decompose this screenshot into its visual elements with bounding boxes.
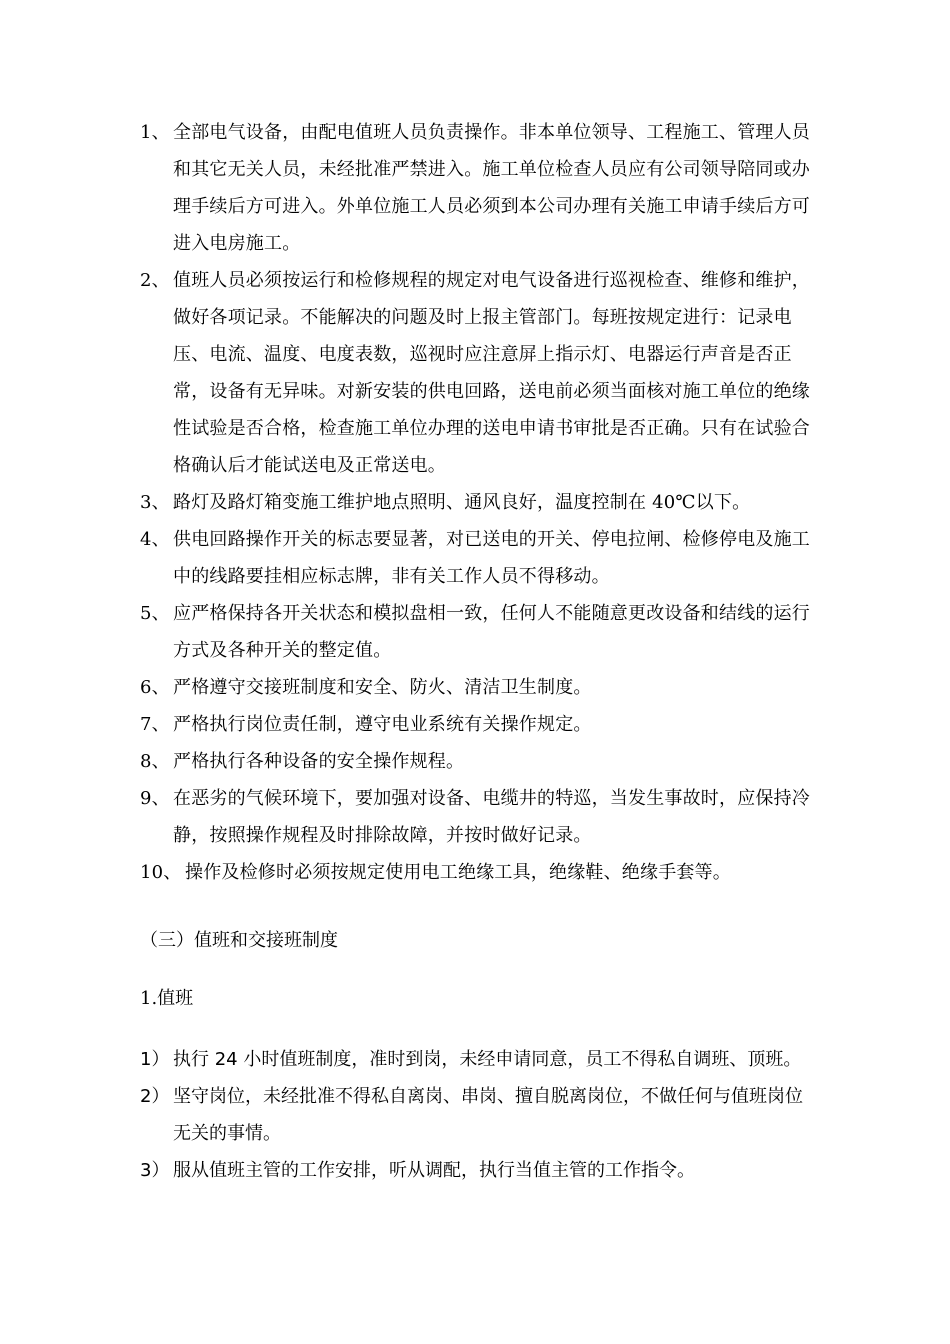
section-heading: （三）值班和交接班制度 xyxy=(140,930,338,951)
item-number: 8、 xyxy=(140,751,170,772)
list-item xyxy=(0,262,950,484)
item-text: 操作及检修时必须按规定使用电工绝缘工具，绝缘鞋、绝缘手套等。 xyxy=(185,862,731,883)
item-text: 全部电气设备，由配电值班人员负责操作。非本单位领导、工程施工、管理人员和其它无关人员，未经批准严禁进入。施工单位检查人员应有公司领导陪同或办理手续后方可进入。外单位施工人员必须到本公司办理有关施工申请手续后方可进入电房施工。 xyxy=(173,122,810,254)
list-item xyxy=(0,780,950,854)
item-text: 严格执行各种设备的安全操作规程。 xyxy=(173,751,465,772)
list-item xyxy=(0,1152,950,1189)
item-number: 3） xyxy=(140,1160,170,1181)
list-item xyxy=(0,743,950,780)
item-number: 4、 xyxy=(140,529,170,550)
duty-rules-list xyxy=(0,1041,950,1189)
item-number: 5、 xyxy=(140,603,170,624)
item-text: 严格执行岗位责任制，遵守电业系统有关操作规定。 xyxy=(173,714,592,735)
item-number: 9、 xyxy=(140,788,170,809)
item-text: 路灯及路灯箱变施工维护地点照明、通风良好，温度控制在 40℃以下。 xyxy=(173,492,751,513)
item-number: 7、 xyxy=(140,714,170,735)
list-item xyxy=(0,706,950,743)
item-text: 应严格保持各开关状态和模拟盘相一致，任何人不能随意更改设备和结线的运行方式及各种开关的整定值。 xyxy=(173,603,810,661)
item-text: 服从值班主管的工作安排，听从调配，执行当值主管的工作指令。 xyxy=(173,1160,695,1181)
item-text: 执行 24 小时值班制度，准时到岗，未经申请同意，员工不得私自调班、顶班。 xyxy=(173,1049,802,1070)
item-text: 值班人员必须按运行和检修规程的规定对电气设备进行巡视检查、维修和维护，做好各项记录。不能解决的问题及时上报主管部门。每班按规定进行：记录电压、电流、温度、电度表数，巡视时应注意屏上指示灯、电器运行声音是否正常，设备有无异味。对新安装的供电回路，送电前必须当面核对施工单位的绝缘性试验是否合格，检查施工单位办理的送电申请书审批是否正确。只有在试验合格确认后才能试送电及正常送电。 xyxy=(173,270,810,476)
rules-list xyxy=(0,114,950,891)
item-number: 2） xyxy=(140,1086,170,1107)
list-item xyxy=(0,669,950,706)
list-item xyxy=(0,1078,950,1152)
item-text: 供电回路操作开关的标志要显著，对已送电的开关、停电拉闸、检修停电及施工中的线路要挂相应标志牌，非有关工作人员不得移动。 xyxy=(173,529,810,587)
list-item xyxy=(0,854,950,891)
list-item xyxy=(0,1041,950,1078)
item-number: 3、 xyxy=(140,492,170,513)
item-text: 严格遵守交接班制度和安全、防火、清洁卫生制度。 xyxy=(173,677,592,698)
list-item xyxy=(0,484,950,521)
item-text: 在恶劣的气候环境下，要加强对设备、电缆井的特巡，当发生事故时，应保持冷静，按照操作规程及时排除故障，并按时做好记录。 xyxy=(173,788,810,846)
subsection-heading: 1.值班 xyxy=(140,988,194,1009)
item-text: 坚守岗位，未经批准不得私自离岗、串岗、擅自脱离岗位，不做任何与值班岗位无关的事情。 xyxy=(173,1086,803,1144)
item-number: 6、 xyxy=(140,677,170,698)
item-number: 1） xyxy=(140,1049,170,1070)
item-number: 2、 xyxy=(140,270,170,291)
item-number: 1、 xyxy=(140,122,170,143)
list-item xyxy=(0,114,950,262)
list-item xyxy=(0,521,950,595)
list-item xyxy=(0,595,950,669)
item-number: 10、 xyxy=(140,862,182,883)
